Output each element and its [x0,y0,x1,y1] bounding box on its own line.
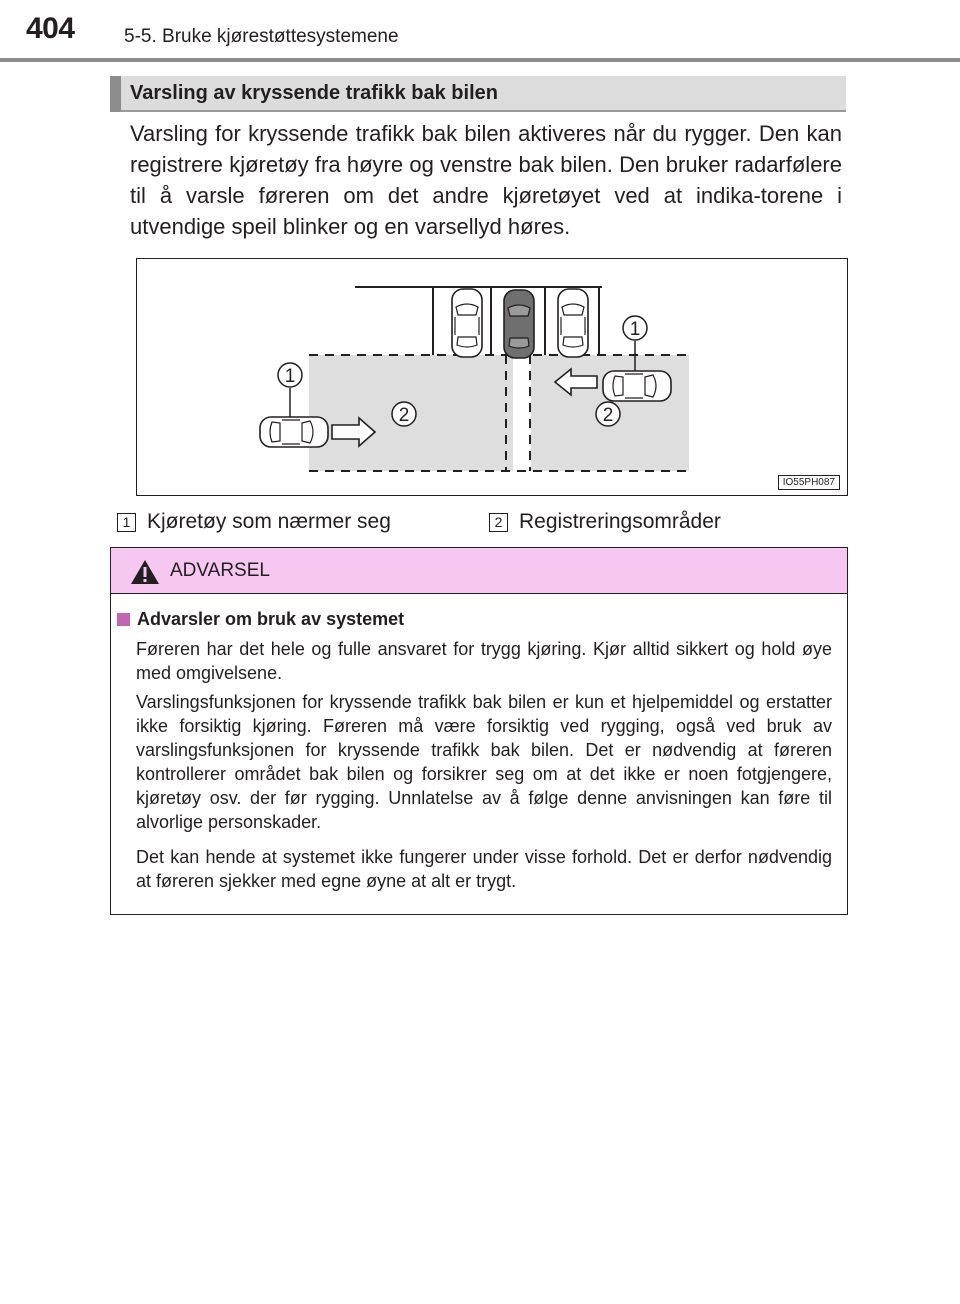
warning-title: ADVARSEL [170,560,270,581]
page-number: 404 [26,12,75,45]
parking-diagram-svg [137,259,847,495]
parking-diagram [136,258,848,496]
approaching-vehicle-right [603,371,671,401]
parked-car [452,289,482,357]
section-heading [110,76,846,112]
callout-label-2-left: 2 [398,405,410,426]
warning-subheading-text: Advarsler om bruk av systemet [137,609,405,629]
callout-label-2-right: 2 [602,405,614,426]
legend-item-1 [117,510,391,534]
intro-paragraph: Varsling for kryssende trafikk bak bilen aktiveres når du rygger. Den kan registrere kjøretøy fra høyre og venstre bak bilen. Den bruker radarfølere til å varsle føreren om det andre kjøretøyet ved at indika-torene i utvendige speil blinker og en varsellyd høres. [130,121,842,239]
warning-triangle-icon [130,559,160,585]
legend-badge: 2 [489,513,508,532]
legend-label: Registreringsområder [519,510,721,533]
warning-paragraph: Varslingsfunksjonen for kryssende trafikk bak bilen er kun et hjelpemiddel og erstatter ikke forsiktig kjøring. Føreren må være forsiktig ved rygging, også ved bruk av varslingsfunksjonen for kryssende trafikk bak bilen. Det er nødvendig at føreren kontrollerer området bak bilen og forsikrer seg om at det ikke er noen fotgjengere, kjøretøy osv. der før rygging. Unnlatelse av å følge denne anvisningen kan føre til alvorlige personskader. [136,692,832,832]
callout-label-1-right: 1 [629,319,641,340]
legend-badge: 1 [117,513,136,532]
figure-code: IO55PH087 [778,475,840,490]
reversing-vehicle [504,290,534,358]
bullet-square-icon [117,613,130,626]
parked-car [558,289,588,357]
header-divider [0,58,960,62]
section-title: Varsling av kryssende trafikk bak bilen [130,82,498,104]
warning-paragraph: Det kan hende at systemet ikke fungerer under visse forhold. Det er derfor nødvendig at føreren sjekker med egne øyne at alt er trygt. [136,847,832,891]
section-heading-bar [110,76,121,112]
callout-label-1-left: 1 [284,366,296,387]
warning-paragraph: Føreren har det hele og fulle ansvaret for trygg kjøring. Kjør alltid sikkert og hold øye med omgivelsene. [136,639,832,683]
warning-header [111,548,847,594]
chapter-title: 5-5. Bruke kjørestøttesystemene [124,26,399,47]
legend-label: Kjøretøy som nærmer seg [147,510,391,533]
approaching-vehicle-left [260,417,328,447]
legend-item-2 [489,510,721,534]
warning-subheading [117,609,404,630]
warning-box [110,547,848,915]
